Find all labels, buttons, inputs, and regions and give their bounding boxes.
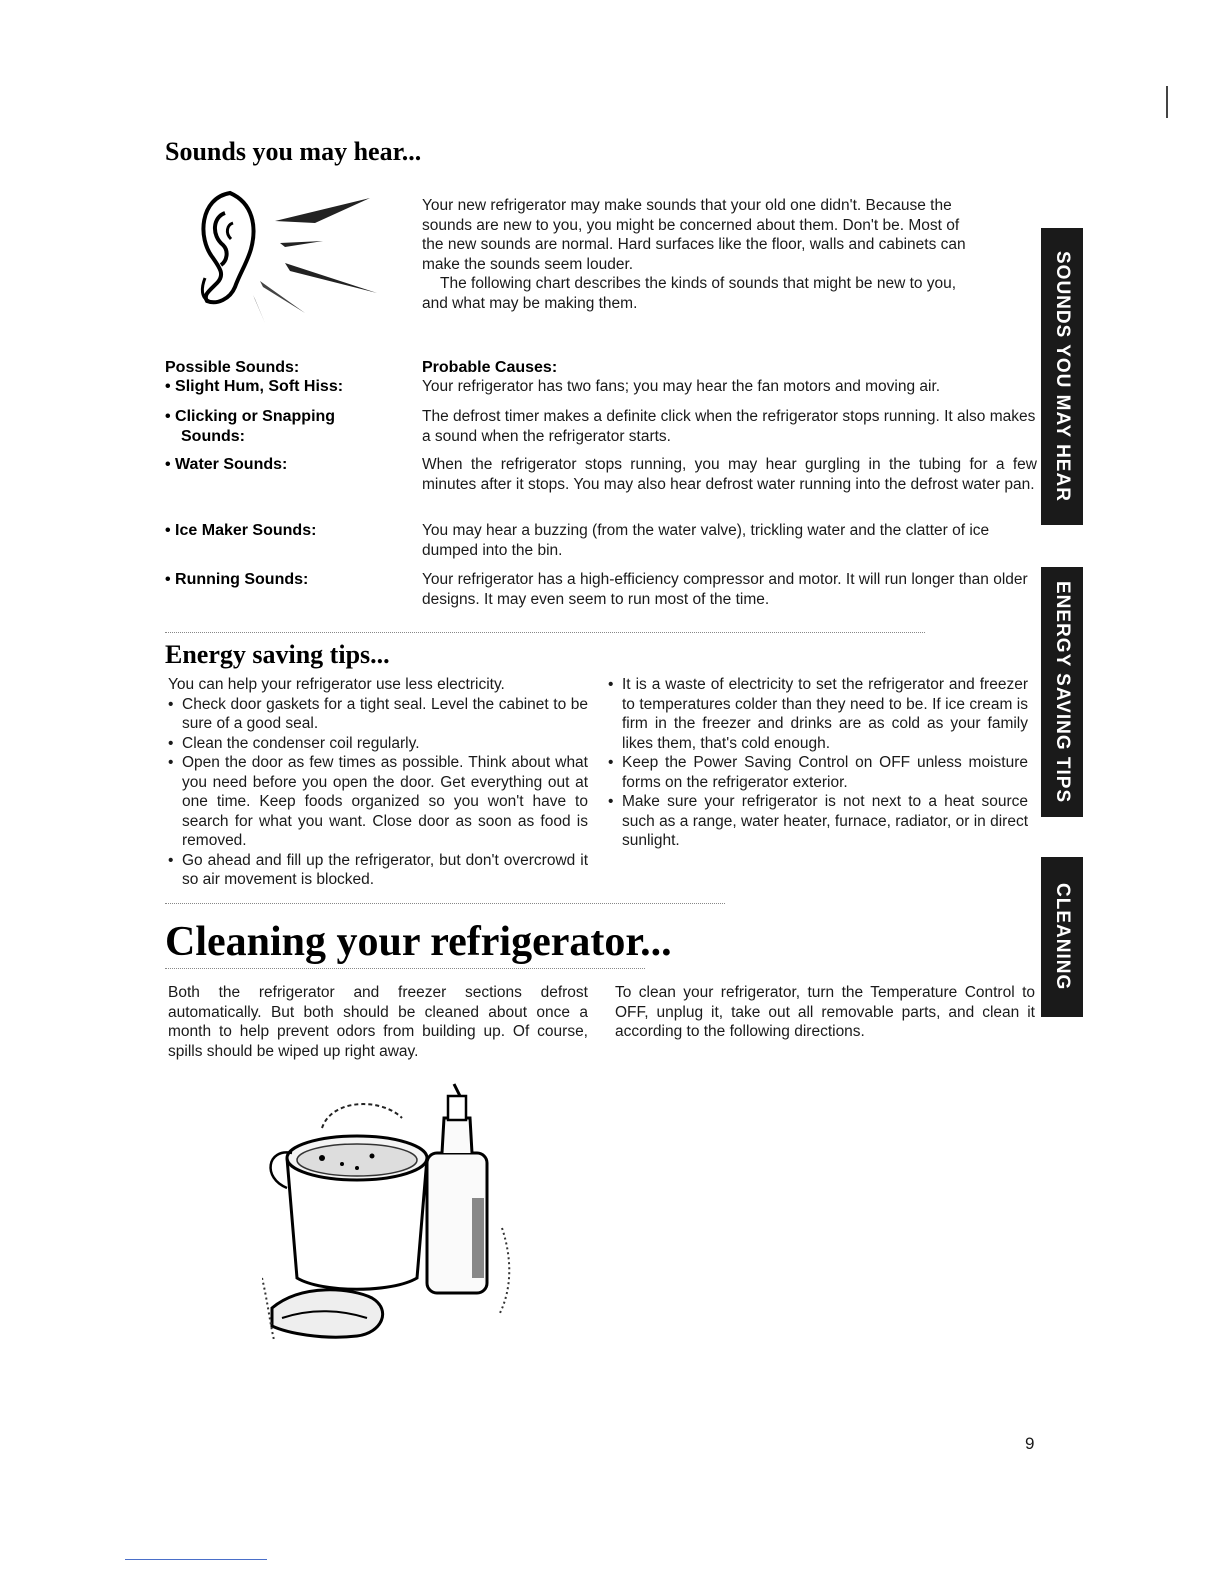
intro-paragraph: Your new refrigerator may make sounds that your old one didn't. Because the sounds are new to you, you might be concerned about them. Don't be. Most of the new sounds are normal. Hard surfaces like the floor, walls and cabinets can make the sounds seem louder. (422, 197, 966, 273)
energy-heading: Energy saving tips... (165, 640, 390, 669)
tab-label: CLEANING (1052, 883, 1073, 991)
sound-cause: You may hear a buzzing (from the water valve), trickling water and the clatter of ice dumped into the bin. (422, 522, 990, 559)
tab-energy-saving-tips[interactable] (1041, 567, 1083, 817)
divider (165, 632, 925, 633)
margin-mark (1166, 86, 1168, 118)
sound-name: • Water Sounds: (165, 456, 288, 473)
intro-paragraph: The following chart describes the kinds of sounds that might be new to you, and what may be making them. (422, 275, 957, 312)
energy-tip: • Check door gaskets for a tight seal. Level the cabinet to be sure of a good seal. (168, 695, 588, 734)
sound-row (165, 570, 1040, 609)
energy-tip: • Clean the condenser coil regularly. (168, 734, 588, 754)
sound-name: • Running Sounds: (165, 571, 309, 588)
tab-label: ENERGY SAVING TIPS (1052, 580, 1073, 804)
cleaning-right-text: To clean your refrigerator, turn the Temperature Control to OFF, unplug it, take out all removable parts, and clean it according to the following directions. (615, 984, 1035, 1040)
sounds-intro (422, 196, 982, 313)
footer-line (125, 1559, 267, 1560)
sound-cause: Your refrigerator has a high-efficiency compressor and motor. It will run longer than older designs. It may even seem to run most of the time. (422, 571, 1028, 608)
divider (165, 903, 725, 904)
energy-tip: • Open the door as few times as possible. Think about what you need before you open the door. Get everything out at one time. Keep foods organized so you won't have to search for what you want. Close door as soon as food is removed. (168, 753, 588, 851)
tab-sounds-you-may-hear[interactable] (1041, 228, 1083, 525)
sound-row (165, 521, 1040, 560)
energy-right-column (608, 675, 1028, 851)
sound-cause: The defrost timer makes a definite click when the refrigerator stops running. It also makes a sound when the refrigerator starts. (422, 408, 1036, 445)
sound-name: • Clicking or Snapping Sounds: (165, 408, 336, 445)
energy-tip: • It is a waste of electricity to set the refrigerator and freezer to temperatures colder than they need to be. If ice cream is firm in the freezer and drinks are as cold as your family likes them, that's cold enough. (608, 675, 1028, 753)
cleaning-heading: Cleaning your refrigerator... (165, 919, 672, 965)
tab-label: SOUNDS YOU MAY HEAR (1052, 251, 1073, 502)
sound-row (165, 455, 1040, 494)
sound-cause: Your refrigerator has two fans; you may hear the fan motors and moving air. (422, 378, 941, 395)
energy-tip: • Go ahead and fill up the refrigerator, but don't overcrowd it so air movement is blocked. (168, 851, 588, 890)
energy-left-column (168, 675, 588, 890)
sound-row (165, 407, 1040, 447)
sound-name: • Slight Hum, Soft Hiss: (165, 378, 344, 395)
cleaning-left-text: Both the refrigerator and freezer sections defrost automatically. But both should be cleaned about once a month to help prevent odors from building up. Of course, spills should be wiped up right away. (168, 984, 588, 1060)
sound-row (165, 377, 1040, 397)
sound-name: • Ice Maker Sounds: (165, 522, 317, 539)
divider (165, 968, 645, 969)
possible-sounds-label: Possible Sounds: (165, 359, 300, 376)
bucket-icon (262, 1078, 532, 1348)
tab-cleaning[interactable] (1041, 857, 1083, 1017)
probable-causes-label: Probable Causes: (422, 359, 558, 376)
ear-icon (195, 183, 385, 333)
energy-tip: • Make sure your refrigerator is not next to a heat source such as a range, water heater, furnace, radiator, or in direct sunlight. (608, 792, 1028, 851)
page-number: 9 (1025, 1434, 1035, 1453)
energy-tip: • Keep the Power Saving Control on OFF unless moisture forms on the refrigerator exterior. (608, 753, 1028, 792)
sound-cause: When the refrigerator stops running, you may hear gurgling in the tubing for a few minutes after it stops. You may also hear defrost water running into the defrost water pan. (422, 456, 1037, 493)
sounds-heading: Sounds you may hear... (165, 137, 422, 166)
energy-intro: You can help your refrigerator use less electricity. (168, 676, 505, 693)
